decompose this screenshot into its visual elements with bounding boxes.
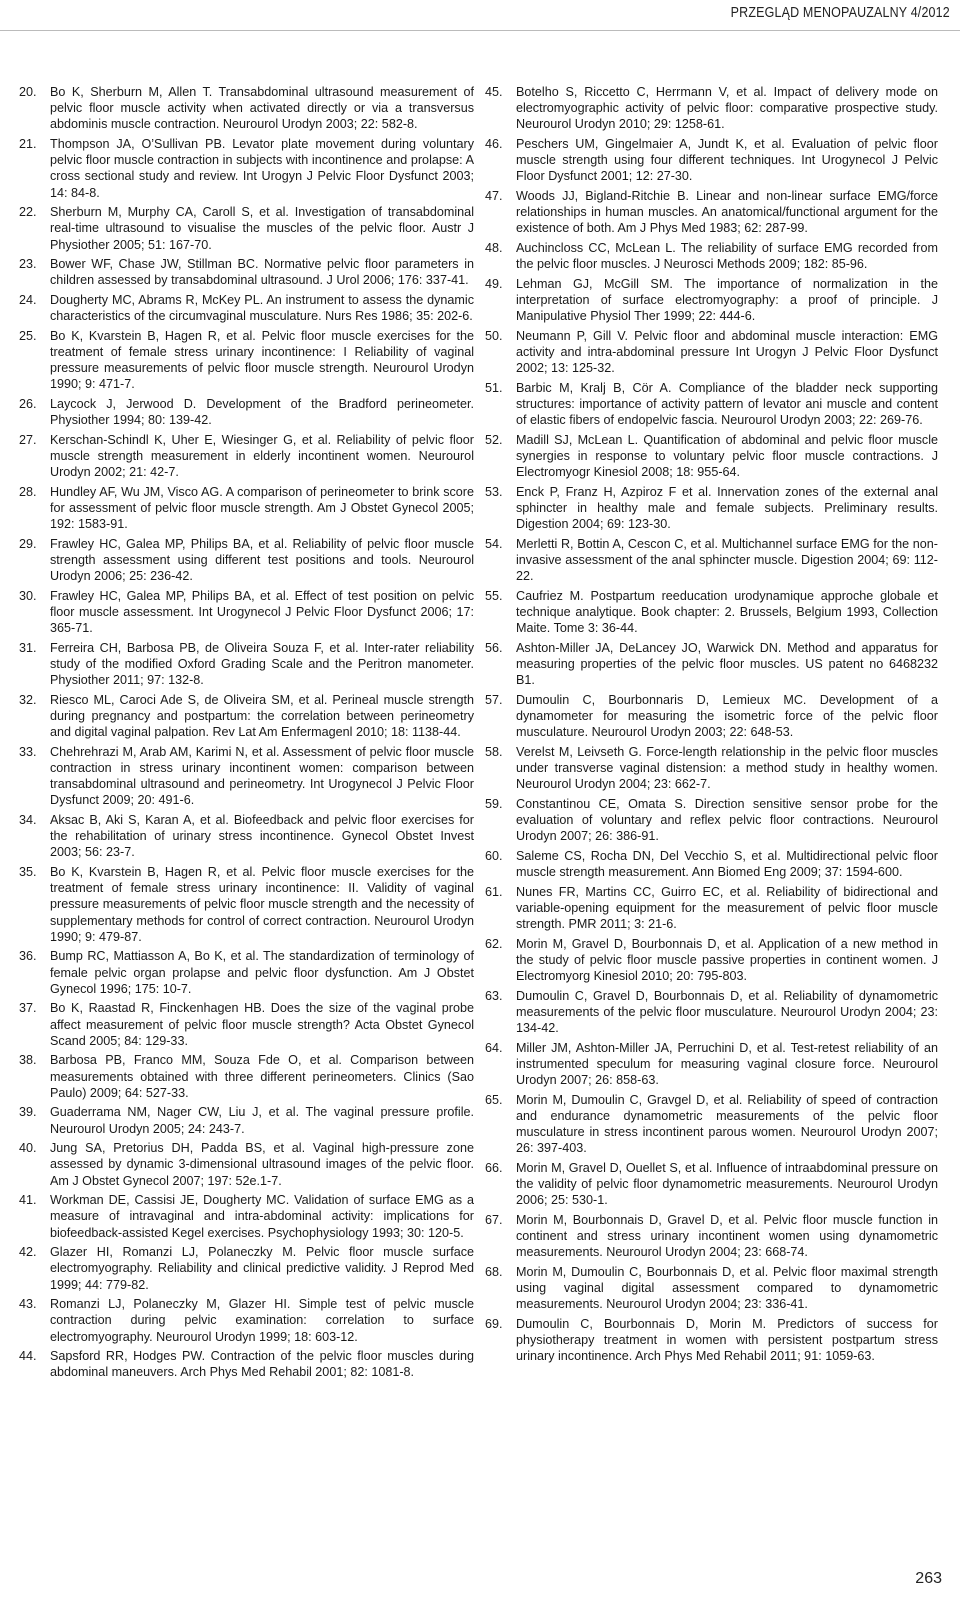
reference-text: Neumann P, Gill V. Pelvic floor and abdominal muscle interaction: EMG activity and intra-abdominal pressure Int Urogyn J Pelvic Floor Dysfunct 2002; 13: 125-32. — [516, 328, 938, 376]
reference-text: Bo K, Sherburn M, Allen T. Transabdominal ultrasound measurement of pelvic floor muscle activity when activated directly or via a transversus abdominis muscle contraction. Neurourol Urodyn 2003; 22: 582-8. — [50, 85, 474, 132]
reference-number: 64. — [485, 1040, 503, 1055]
reference-item — [485, 240, 938, 272]
reference-item — [19, 84, 474, 133]
reference-item — [485, 884, 938, 933]
reference-item — [485, 188, 938, 237]
reference-list-left — [19, 84, 474, 1381]
reference-text: Chehrehrazi M, Arab AM, Karimi N, et al. Assessment of pelvic floor muscle contraction in stress urinary incontinent women: comparison between transabdominal ultrasound and perineometry. Int Urogynecol J Pelvic Floor Dysfunct 2009; 20: 491-6. — [50, 744, 474, 808]
reference-number: 56. — [485, 640, 503, 655]
reference-item — [19, 640, 474, 689]
reference-number: 32. — [19, 692, 37, 707]
reference-number: 47. — [485, 189, 503, 203]
reference-text: Thompson JA, O’Sullivan PB. Levator plate movement during voluntary pelvic floor muscle contraction in subjects with incontinence and prolapse: A cross sectional study and review. Int Urogyn J Pelvic Floor Dysfunct 2003; 14: 84-8. — [50, 137, 474, 200]
reference-item — [19, 812, 474, 861]
reference-item — [19, 692, 474, 741]
reference-number: 68. — [485, 1264, 503, 1279]
reference-item — [19, 432, 474, 481]
reference-number: 55. — [485, 588, 503, 603]
reference-number: 66. — [485, 1160, 503, 1175]
reference-text: Lehman GJ, McGill SM. The importance of normalization in the interpretation of surface electromyography: a proof of principle. J Manipulative Physiol Ther 1999; 22: 444-6. — [516, 276, 938, 324]
reference-text: Glazer HI, Romanzi LJ, Polaneczky M. Pelvic floor muscle surface electromyography. Reliability and clinical predictive validity. J Reprod Med 1999; 44: 779-82. — [50, 1245, 474, 1292]
reference-text: Bower WF, Chase JW, Stillman BC. Normative pelvic floor parameters in children assessed by transabdominal ultrasound. J Urol 2006; 176: 337-41. — [50, 257, 474, 288]
reference-item — [485, 988, 938, 1037]
reference-text: Jung SA, Pretorius DH, Padda BS, et al. Vaginal high-pressure zone assessed by dynamic 3-dimensional ultrasound images of the pelvic floor. Am J Obstet Gynecol 2007; 197: 52e.1-7. — [50, 1141, 474, 1188]
reference-text: Sapsford RR, Hodges PW. Contraction of the pelvic floor muscles during abdominal maneuvers. Arch Phys Med Rehabil 2001; 82: 1081-8. — [50, 1349, 474, 1380]
reference-item — [485, 1316, 938, 1365]
reference-text: Frawley HC, Galea MP, Philips BA, et al. Effect of test position on pelvic floor muscle assessment. Int Urogynecol J Pelvic Floor Dysfunct 2006; 17: 365-71. — [50, 588, 474, 636]
reference-text: Botelho S, Riccetto C, Herrmann V, et al. Impact of delivery mode on electromyographic activity of pelvic floor: comparative prospective study. Neurourol Urodyn 2010; 29: 1258-61. — [516, 85, 938, 132]
reference-number: 28. — [19, 484, 37, 499]
reference-item — [485, 1092, 938, 1157]
reference-text: Merletti R, Bottin A, Cescon C, et al. Multichannel surface EMG for the non-invasive assessment of the anal sphincter muscle. Digestion 2004; 69: 112-22. — [516, 536, 938, 584]
reference-number: 52. — [485, 432, 503, 447]
reference-number: 54. — [485, 536, 503, 551]
reference-text: Bo K, Kvarstein B, Hagen R, et al. Pelvic floor muscle exercises for the treatment of female stress urinary incontinence: I Reliability of vaginal pressure measurements of pelvic floor muscle strength. Neurourol Urodyn 1990; 9: 471-7. — [50, 328, 474, 392]
reference-item — [485, 796, 938, 845]
reference-item — [19, 536, 474, 585]
reference-item — [485, 432, 938, 481]
reference-number: 36. — [19, 949, 37, 964]
reference-number: 34. — [19, 813, 37, 827]
reference-text: Bo K, Kvarstein B, Hagen R, et al. Pelvic floor muscle exercises for the treatment of female stress urinary incontinence: II. Validity of vaginal pressure measurements of pelvic floor muscle strength and the necessity of supplementary methods for control of correct contraction. Neurourol Urodyn 1990; 9: 479-87. — [50, 865, 474, 944]
reference-item — [485, 936, 938, 985]
references-column-left — [19, 84, 474, 1384]
reference-item — [485, 692, 938, 741]
reference-item — [19, 1244, 474, 1293]
reference-number: 57. — [485, 692, 503, 707]
reference-item — [19, 1052, 474, 1101]
reference-item — [485, 1212, 938, 1261]
reference-text: Morin M, Dumoulin C, Bourbonnais D, et al. Pelvic floor maximal strength using vaginal digital assessment compared to dynamometric measurements. Neurourol Urodyn 2004; 23: 336-41. — [516, 1264, 938, 1312]
reference-text: Guaderrama NM, Nager CW, Liu J, et al. The vaginal pressure profile. Neurourol Urodyn 2005; 24: 243-7. — [50, 1105, 474, 1136]
reference-number: 25. — [19, 328, 37, 343]
reference-number: 31. — [19, 640, 37, 655]
reference-number: 50. — [485, 328, 503, 343]
reference-number: 46. — [485, 137, 503, 151]
reference-number: 62. — [485, 936, 503, 951]
reference-number: 27. — [19, 432, 37, 447]
reference-number: 35. — [19, 865, 37, 879]
reference-item — [19, 1000, 474, 1049]
reference-text: Auchincloss CC, McLean L. The reliability of surface EMG recorded from the pelvic floor muscles. J Neurosci Methods 2009; 182: 85-96. — [516, 241, 938, 272]
reference-item — [485, 1264, 938, 1313]
reference-number: 22. — [19, 205, 37, 220]
reference-text: Bo K, Raastad R, Finckenhagen HB. Does the size of the vaginal probe affect measurement of pelvic floor muscle strength? Acta Obstet Gynecol Scand 2005; 84: 129-33. — [50, 1001, 474, 1048]
reference-item — [19, 1296, 474, 1345]
reference-number: 53. — [485, 484, 503, 499]
reference-number: 61. — [485, 884, 503, 899]
reference-number: 43. — [19, 1297, 37, 1312]
reference-number: 60. — [485, 848, 503, 863]
reference-item — [19, 948, 474, 997]
reference-item — [19, 1348, 474, 1380]
reference-number: 38. — [19, 1053, 37, 1068]
reference-number: 58. — [485, 744, 503, 759]
reference-item — [485, 380, 938, 429]
reference-text: Ferreira CH, Barbosa PB, de Oliveira Souza F, et al. Inter-rater reliability study of the modified Oxford Grading Scale and the Peritron manometer. Physiother 2011; 97: 132-8. — [50, 640, 474, 688]
reference-number: 51. — [485, 380, 503, 395]
reference-item — [485, 848, 938, 880]
reference-item — [19, 136, 474, 201]
reference-text: Workman DE, Cassisi JE, Dougherty MC. Validation of surface EMG as a measure of intravaginal and intra-abdominal activity: implications for biofeedback-assisted Kegel exercises. Psychophysiology 1993; 30: 120-5. — [50, 1193, 474, 1240]
reference-text: Miller JM, Ashton-Miller JA, Perruchini D, et al. Test-retest reliability of an instrumented speculum for measuring vaginal closure force. Neurourol Urodyn 2007; 26: 858-63. — [516, 1040, 938, 1087]
reference-text: Woods JJ, Bigland-Ritchie B. Linear and non-linear surface EMG/force relationships in human muscles. An anatomical/functional argument for the existence of both. Am J Phys Med 1983; 62: 287-99. — [516, 189, 938, 236]
reference-text: Caufriez M. Postpartum reeducation urodynamique approche globale et technique analytique. Book chapter: 2. Brussels, Belgium 1993, Collection Maite. Tome 3: 36-44. — [516, 588, 938, 636]
reference-text: Saleme CS, Rocha DN, Del Vecchio S, et al. Multidirectional pelvic floor muscle strength measurement. Ann Biomed Eng 2009; 37: 1594-600. — [516, 848, 938, 879]
reference-item — [485, 328, 938, 377]
header-rule — [0, 30, 960, 31]
reference-item — [19, 1140, 474, 1189]
reference-number: 45. — [485, 85, 503, 99]
reference-item — [485, 536, 938, 585]
reference-text: Bump RC, Mattiasson A, Bo K, et al. The standardization of terminology of female pelvic organ prolapse and pelvic floor dysfunction. Am J Obstet Gynecol 1996; 175: 10-7. — [50, 949, 474, 996]
reference-item — [485, 1160, 938, 1209]
reference-item — [485, 484, 938, 533]
reference-item — [19, 256, 474, 288]
reference-number: 65. — [485, 1092, 503, 1107]
reference-item — [19, 1104, 474, 1136]
reference-item — [19, 292, 474, 324]
reference-item — [19, 484, 474, 533]
reference-item — [19, 328, 474, 393]
reference-number: 20. — [19, 85, 37, 99]
references-column-right — [485, 84, 938, 1368]
reference-item — [19, 396, 474, 428]
reference-text: Ashton-Miller JA, DeLancey JO, Warwick DN. Method and apparatus for measuring properties of the pelvic floor muscles. US patent no 6468232 B1. — [516, 640, 938, 688]
reference-item — [485, 84, 938, 133]
reference-item — [19, 864, 474, 945]
reference-text: Morin M, Bourbonnais D, Gravel D, et al. Pelvic floor muscle function in continent and stress urinary incontinent women using dynamometric measurements. Neurourol Urodyn 2004; 23: 668-74. — [516, 1212, 938, 1260]
reference-item — [485, 276, 938, 325]
reference-number: 24. — [19, 293, 37, 307]
reference-text: Verelst M, Leivseth G. Force-length relationship in the pelvic floor muscles under transverse vaginal distension: a method study in healthy women. Neurourol Urodyn 2004; 23: 662-7. — [516, 744, 938, 792]
page-number: 263 — [915, 1570, 942, 1587]
reference-number: 33. — [19, 744, 37, 759]
reference-text: Barbosa PB, Franco MM, Souza Fde O, et al. Comparison between measurements obtained with three different perineometers. Clinics (Sao Paulo) 2009; 64: 527-33. — [50, 1053, 474, 1100]
reference-text: Aksac B, Aki S, Karan A, et al. Biofeedback and pelvic floor exercises for the rehabilitation of urinary stress incontinence. Gynecol Obstet Invest 2003; 56: 23-7. — [50, 813, 474, 860]
reference-item — [485, 1040, 938, 1089]
reference-item — [19, 588, 474, 637]
reference-text: Barbic M, Kralj B, Cör A. Compliance of the bladder neck supporting structures: importance of activity pattern of levator ani muscle and content of elastic fibers of endopelvic fascia. Neurourol Urodyn 2003; 22: 269-76. — [516, 380, 938, 428]
reference-text: Sherburn M, Murphy CA, Caroll S, et al. Investigation of transabdominal real-time ultrasound to visualise the muscles of the pelvic floor. Austr J Physiother 2005; 51: 167-70. — [50, 205, 474, 252]
reference-number: 26. — [19, 397, 37, 411]
reference-list-right — [485, 84, 938, 1364]
reference-text: Dougherty MC, Abrams R, McKey PL. An instrument to assess the dynamic characteristics of the circumvaginal musculature. Nurs Res 1986; 35: 202-6. — [50, 293, 474, 324]
reference-text: Kerschan-Schindl K, Uher E, Wiesinger G, et al. Reliability of pelvic floor muscle strength measurement in elderly incontinent women. Neurourol Urodyn 2002; 21: 42-7. — [50, 432, 474, 480]
reference-item — [485, 640, 938, 689]
reference-text: Laycock J, Jerwood D. Development of the Bradford perineometer. Physiother 1994; 80: 139-42. — [50, 397, 474, 428]
reference-item — [19, 1192, 474, 1241]
reference-item — [485, 136, 938, 185]
reference-number: 67. — [485, 1212, 503, 1227]
reference-text: Morin M, Dumoulin C, Gravgel D, et al. Reliability of speed of contraction and endurance dynamometric measurements of the pelvic floor musculature in stress incontinent parous women. Neurourol Urodyn 2007; 26: 397-403. — [516, 1092, 938, 1156]
reference-number: 39. — [19, 1105, 37, 1120]
reference-text: Dumoulin C, Bourbonnaris D, Lemieux MC. Development of a dynamometer for measuring the isometric force of the pelvic floor musculature. Neurourol Urodyn 2003; 22: 648-53. — [516, 692, 938, 740]
reference-number: 44. — [19, 1349, 37, 1364]
reference-text: Madill SJ, McLean L. Quantification of abdominal and pelvic floor muscle synergies in response to voluntary pelvic floor muscle contractions. J Electromyogr Kinesiol 2008; 18: 955-64. — [516, 432, 938, 480]
reference-number: 40. — [19, 1141, 37, 1156]
reference-text: Peschers UM, Gingelmaier A, Jundt K, et al. Evaluation of pelvic floor muscle strength using four different techniques. Int Urogynecol J Pelvic Floor Dysfunct 2001; 12: 27-30. — [516, 137, 938, 184]
reference-text: Nunes FR, Martins CC, Guirro EC, et al. Reliability of bidirectional and variable-opening equipment for the measurement of pelvic floor muscle strength. PMR 2011; 3: 21-6. — [516, 884, 938, 931]
reference-number: 37. — [19, 1001, 37, 1016]
reference-number: 48. — [485, 241, 503, 255]
reference-item — [19, 204, 474, 253]
reference-text: Enck P, Franz H, Azpiroz F et al. Innervation zones of the external anal sphincter in healthy male and female subjects. Preliminary results. Digestion 2004; 69: 123-30. — [516, 484, 938, 532]
reference-item — [485, 588, 938, 637]
reference-text: Romanzi LJ, Polaneczky M, Glazer HI. Simple test of pelvic muscle contraction during pelvic examination: correlation to surface electromyography. Neurourol Urodyn 1999; 18: 603-12. — [50, 1297, 474, 1344]
reference-number: 59. — [485, 796, 503, 811]
reference-text: Hundley AF, Wu JM, Visco AG. A comparison of perineometer to brink score for assessment of pelvic floor muscle strength. Am J Obstet Gynecol 2005; 192: 1583-91. — [50, 484, 474, 532]
reference-text: Dumoulin C, Bourbonnais D, Morin M. Predictors of success for physiotherapy treatment in women with persistent postpartum stress urinary incontinence. Arch Phys Med Rehabil 2011; 91: 1059-63. — [516, 1316, 938, 1364]
running-header — [0, 0, 960, 28]
reference-text: Riesco ML, Caroci Ade S, de Oliveira SM, et al. Perineal muscle strength during pregnancy and postpartum: the correlation between perineometry and digital vaginal palpation. Rev Lat Am Enfermagenl 2010; 18: 1138-44. — [50, 692, 474, 740]
reference-number: 30. — [19, 588, 37, 603]
journal-title: PRZEGLĄD MENOPAUZALNY 4/2012 — [730, 5, 950, 21]
reference-number: 23. — [19, 257, 37, 272]
reference-text: Morin M, Gravel D, Ouellet S, et al. Influence of intraabdominal pressure on the validity of pelvic floor dynamometric measurements. Neurourol Urodyn 2006; 25: 530-1. — [516, 1160, 938, 1208]
reference-number: 69. — [485, 1316, 503, 1331]
reference-number: 49. — [485, 276, 503, 291]
reference-text: Morin M, Gravel D, Bourbonnais D, et al. Application of a new method in the study of pelvic floor muscle passive properties in continent women. J Electromyorg Kinesiol 2010; 20: 795-803. — [516, 936, 938, 983]
reference-number: 63. — [485, 988, 503, 1003]
reference-number: 42. — [19, 1245, 37, 1260]
reference-text: Dumoulin C, Gravel D, Bourbonnais D, et al. Reliability of dynamometric measurements of the pelvic floor musculature. Neurourol Urodyn 2004; 23: 134-42. — [516, 988, 938, 1035]
reference-text: Frawley HC, Galea MP, Philips BA, et al. Reliability of pelvic floor muscle strength assessment using different test positions and tools. Neurourol Urodyn 2006; 25: 236-42. — [50, 536, 474, 584]
reference-item — [485, 744, 938, 793]
reference-text: Constantinou CE, Omata S. Direction sensitive sensor probe for the evaluation of voluntary and reflex pelvic floor contractions. Neurourol Urodyn 2007; 26: 386-91. — [516, 796, 938, 844]
reference-number: 21. — [19, 137, 37, 151]
reference-item — [19, 744, 474, 809]
reference-number: 29. — [19, 536, 37, 551]
reference-number: 41. — [19, 1193, 37, 1208]
